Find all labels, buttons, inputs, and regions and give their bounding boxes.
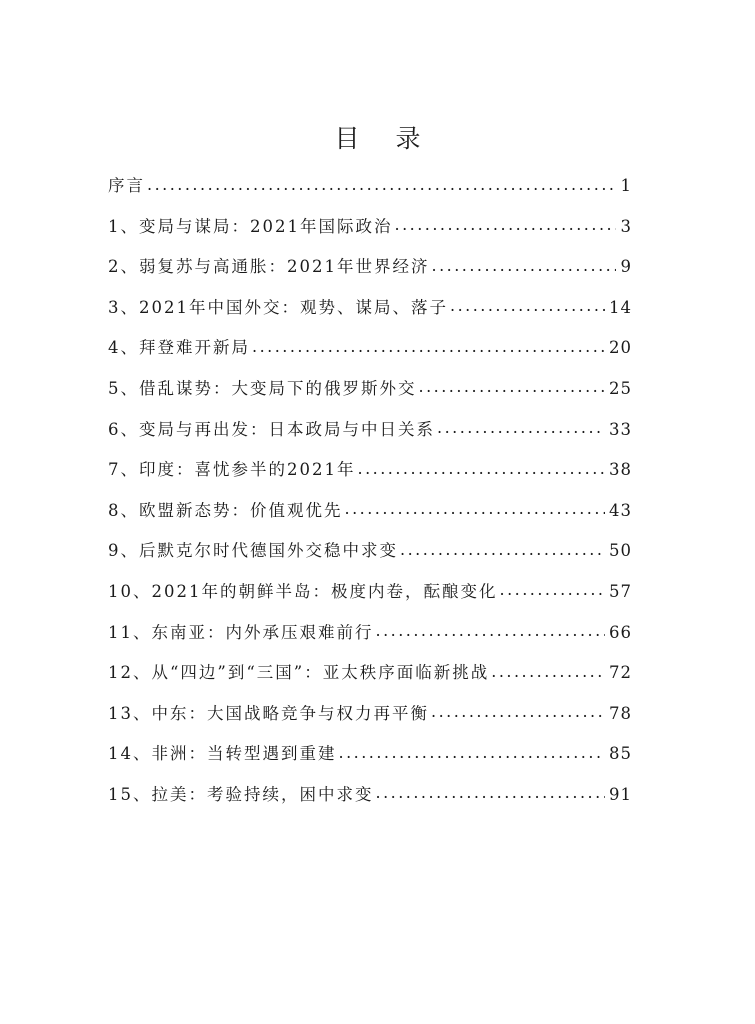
- toc-entry-page: 85: [609, 744, 632, 764]
- toc-entry-title: 14、非洲：当转型遇到重建: [108, 744, 337, 764]
- toc-entry-page: 14: [609, 297, 632, 317]
- toc-entry-title: 4、拜登难开新局: [108, 338, 250, 358]
- toc-entry[interactable]: [108, 375, 632, 416]
- toc-entry[interactable]: [108, 659, 632, 700]
- toc-leader-dots: [432, 256, 617, 273]
- toc-title: 目 录: [334, 123, 435, 153]
- toc-entry-page: 50: [609, 541, 632, 561]
- toc-entry[interactable]: [108, 456, 632, 497]
- toc-leader-dots: [376, 621, 606, 638]
- toc-entry-title: 15、拉美：考验持续，困中求变: [108, 784, 374, 804]
- toc-entry-page: 20: [609, 338, 632, 358]
- toc-entry-title: 8、欧盟新态势：价值观优先: [108, 500, 343, 520]
- toc-entry-title: 13、中东：大国战略竞争与权力再平衡: [108, 703, 429, 723]
- toc-leader-dots: [431, 702, 605, 719]
- toc-entry-page: 38: [609, 460, 632, 480]
- toc-entry-title: 序言: [108, 176, 145, 195]
- toc-leader-dots: [419, 377, 606, 394]
- toc-entry-title: 3、2021年中国外交：观势、谋局、落子: [108, 297, 448, 317]
- toc-entry-page: 3: [620, 216, 632, 236]
- toc-entry[interactable]: [108, 578, 632, 619]
- toc-entry-title: 6、变局与再出发：日本政局与中日关系: [108, 419, 435, 439]
- toc-entry[interactable]: [108, 334, 632, 375]
- toc-entry-page: 25: [609, 378, 632, 398]
- toc-entry[interactable]: [108, 537, 632, 578]
- toc-entry-title: 11、东南亚：内外承压艰难前行: [108, 622, 374, 642]
- toc-entry-title: 7、印度：喜忧参半的2021年: [108, 460, 356, 480]
- toc-list: [108, 172, 632, 822]
- toc-entry[interactable]: [108, 781, 632, 822]
- toc-entry-title: 9、后默克尔时代德国外交稳中求变: [108, 541, 398, 561]
- toc-leader-dots: [345, 499, 606, 516]
- toc-entry-title: 10、2021年的朝鲜半岛：极度内卷，酝酿变化: [108, 581, 498, 601]
- toc-leader-dots: [500, 580, 606, 597]
- toc-leader-dots: [491, 662, 605, 679]
- toc-entry[interactable]: [108, 497, 632, 538]
- toc-entry-page: 91: [609, 784, 632, 804]
- toc-entry-title: 5、借乱谋势：大变局下的俄罗斯外交: [108, 378, 417, 398]
- toc-entry-page: 43: [609, 500, 632, 520]
- toc-leader-dots: [395, 215, 617, 232]
- toc-entry-page: 57: [609, 581, 632, 601]
- toc-entry[interactable]: [108, 740, 632, 781]
- toc-entry[interactable]: [108, 294, 632, 335]
- toc-entry-page: 1: [620, 176, 632, 195]
- toc-entry[interactable]: [108, 416, 632, 457]
- toc-leader-dots: [376, 783, 606, 800]
- toc-entry[interactable]: [108, 172, 632, 213]
- toc-entry[interactable]: [108, 213, 632, 254]
- toc-leader-dots: [358, 459, 606, 476]
- toc-entry-page: 66: [609, 622, 632, 642]
- toc-entry-page: 78: [609, 703, 632, 723]
- toc-leader-dots: [450, 296, 605, 313]
- toc-entry-page: 33: [609, 419, 632, 439]
- toc-leader-dots: [252, 337, 605, 354]
- toc-entry-title: 1、变局与谋局：2021年国际政治: [108, 216, 393, 236]
- toc-entry-title: 12、从“四边”到“三国”：亚太秩序面临新挑战: [108, 663, 490, 683]
- toc-entry[interactable]: [108, 253, 632, 294]
- toc-leader-dots: [339, 743, 606, 760]
- toc-entry[interactable]: [108, 619, 632, 660]
- toc-entry[interactable]: [108, 700, 632, 741]
- toc-entry-title: 2、弱复苏与高通胀：2021年世界经济: [108, 257, 430, 277]
- toc-leader-dots: [147, 175, 616, 192]
- toc-leader-dots: [400, 540, 605, 557]
- toc-entry-page: 9: [620, 257, 632, 277]
- toc-entry-page: 72: [609, 663, 632, 683]
- toc-leader-dots: [437, 418, 605, 435]
